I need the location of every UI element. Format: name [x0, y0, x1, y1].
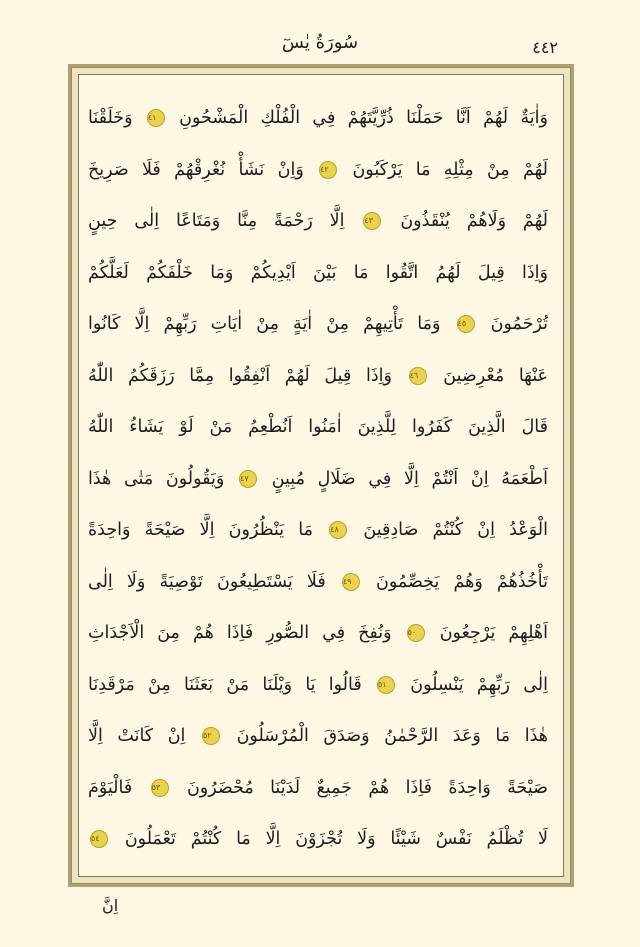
verse-text: وَيَقُولُونَ مَتٰى هٰذَا: [88, 468, 225, 489]
ayah-number-marker: ٤٣: [363, 212, 381, 230]
verse-text: لَهُمْ مِنْ مِثْلِهِ مَا يَرْكَبُونَ: [352, 159, 548, 180]
ayah-number-marker: ٤٧: [239, 470, 257, 488]
verse-text: قَالُوا يَا وَيْلَنَا مَنْ بَعَثَنَا مِنْ مَرْقَدِنَا: [88, 674, 362, 695]
verse-text: وَاِذَا قِيلَ لَهُمْ اَنْفِقُوا مِمَّا رَزَقَكُمُ اللّٰهُ: [88, 365, 392, 386]
verse-text: اَهْلِهِمْ يَرْجِعُونَ: [439, 623, 548, 643]
verse-text: لَهُمْ وَلَاهُمْ يُنْقَذُونَ: [400, 211, 548, 231]
verse-text: وَاٰيَةٌ لَهُمْ اَنَّا حَمَلْنَا ذُرِّيَّتَهُمْ فِي الْفُلْكِ الْمَشْحُونِ: [179, 108, 548, 128]
verse-line: [88, 716, 548, 766]
verse-text: هٰذَا مَا وَعَدَ الرَّحْمٰنُ وَصَدَقَ الْمُرْسَلُونَ: [236, 726, 548, 746]
ayah-number-marker: ٤٨: [329, 521, 347, 539]
verse-text: وَمَا تَأْتِيهِمْ مِنْ اٰيَةٍ مِنْ اٰيَاتِ رَبِّهِمْ اِلَّا كَانُوا: [88, 314, 441, 334]
ayah-number-marker: ٤٩: [342, 573, 360, 591]
verse-line: [88, 304, 548, 354]
ayah-number-marker: ٤١: [147, 109, 165, 127]
ayah-number-marker: ٥١: [377, 676, 395, 694]
ayah-number-marker: ٥٤: [90, 830, 108, 848]
verse-text-block: [88, 98, 548, 868]
verse-line: [88, 201, 548, 251]
verse-text: الْوَعْدُ اِنْ كُنْتُمْ صَادِقِينَ: [363, 520, 548, 540]
verse-text: اِلٰى رَبِّهِمْ يَنْسِلُونَ: [410, 674, 548, 695]
ayah-number-marker: ٤٢: [319, 161, 337, 179]
verse-line: [88, 459, 548, 509]
verse-line: [88, 665, 548, 715]
verse-text: فَالْيَوْمَ: [88, 777, 133, 798]
ayah-number-marker: ٤٦: [409, 367, 427, 385]
verse-text: اِنْ كَانَتْ اِلَّا: [88, 726, 186, 746]
verse-text: قَالَ الَّذِينَ كَفَرُوا لِلَّذِينَ اٰمَنُوا اَنُطْعِمُ مَنْ لَوْ يَشَاءُ اللّٰهُ: [88, 417, 548, 437]
ayah-number-marker: ٥٣: [151, 779, 169, 797]
verse-text: وَاِذَا قِيلَ لَهُمُ اتَّقُوا مَا بَيْنَ اَيْدِيكُمْ وَمَا خَلْفَكُمْ لَعَلَّكُمْ: [88, 262, 548, 283]
verse-text: وَاِنْ نَشَأْ نُغْرِقْهُمْ فَلَا صَرِيخَ: [88, 159, 304, 180]
verse-line: [88, 98, 548, 148]
page-number: ٤٤٢: [532, 38, 558, 57]
verse-text: اَطْعَمَهُ اِنْ اَنْتُمْ اِلَّا فِي ضَلَالٍ مُبِينٍ: [271, 468, 548, 489]
verse-text: وَخَلَقْنَا: [88, 108, 133, 128]
surah-title: سُورَةُ يٰسٓ: [281, 32, 359, 53]
verse-line: [88, 253, 548, 303]
verse-line: [88, 613, 548, 663]
verse-text: تُرْحَمُونَ: [490, 314, 548, 334]
ayah-number-marker: ٤٥: [457, 315, 475, 333]
verse-line: [88, 562, 548, 612]
verse-text: عَنْهَا مُعْرِضِينَ: [443, 365, 548, 386]
verse-line: [88, 407, 548, 457]
verse-text: لَا تُظْلَمُ نَفْسٌ شَيْئًا وَلَا تُجْزَوْنَ اِلَّا مَا كُنْتُمْ تَعْمَلُونَ: [124, 829, 548, 849]
verse-text: صَيْحَةً وَاحِدَةً فَاِذَا هُمْ جَمِيعٌ لَدَيْنَا مُحْضَرُونَ: [186, 777, 548, 798]
verse-line: [88, 768, 548, 818]
verse-text: تَأْخُذُهُمْ وَهُمْ يَخِصِّمُونَ: [375, 571, 548, 592]
verse-text: فَلَا يَسْتَطِيعُونَ تَوْصِيَةً وَلَا اِلٰى: [88, 571, 326, 592]
catchword: اِنَّ: [102, 896, 119, 915]
verse-text: وَنُفِخَ فِي الصُّورِ فَاِذَا هُمْ مِنَ الْاَجْدَاثِ: [88, 623, 392, 643]
verse-line: [88, 356, 548, 406]
ayah-number-marker: ٥٢: [202, 727, 220, 745]
verse-line: [88, 819, 548, 869]
verse-line: [88, 150, 548, 200]
page-header: [0, 30, 640, 60]
verse-line: [88, 510, 548, 560]
ayah-number-marker: ٥٠: [407, 624, 425, 642]
verse-text: مَا يَنْظُرُونَ اِلَّا صَيْحَةً وَاحِدَةً: [88, 520, 314, 540]
verse-text: اِلَّا رَحْمَةً مِنَّا وَمَتَاعًا اِلٰى حِينٍ: [88, 211, 345, 231]
